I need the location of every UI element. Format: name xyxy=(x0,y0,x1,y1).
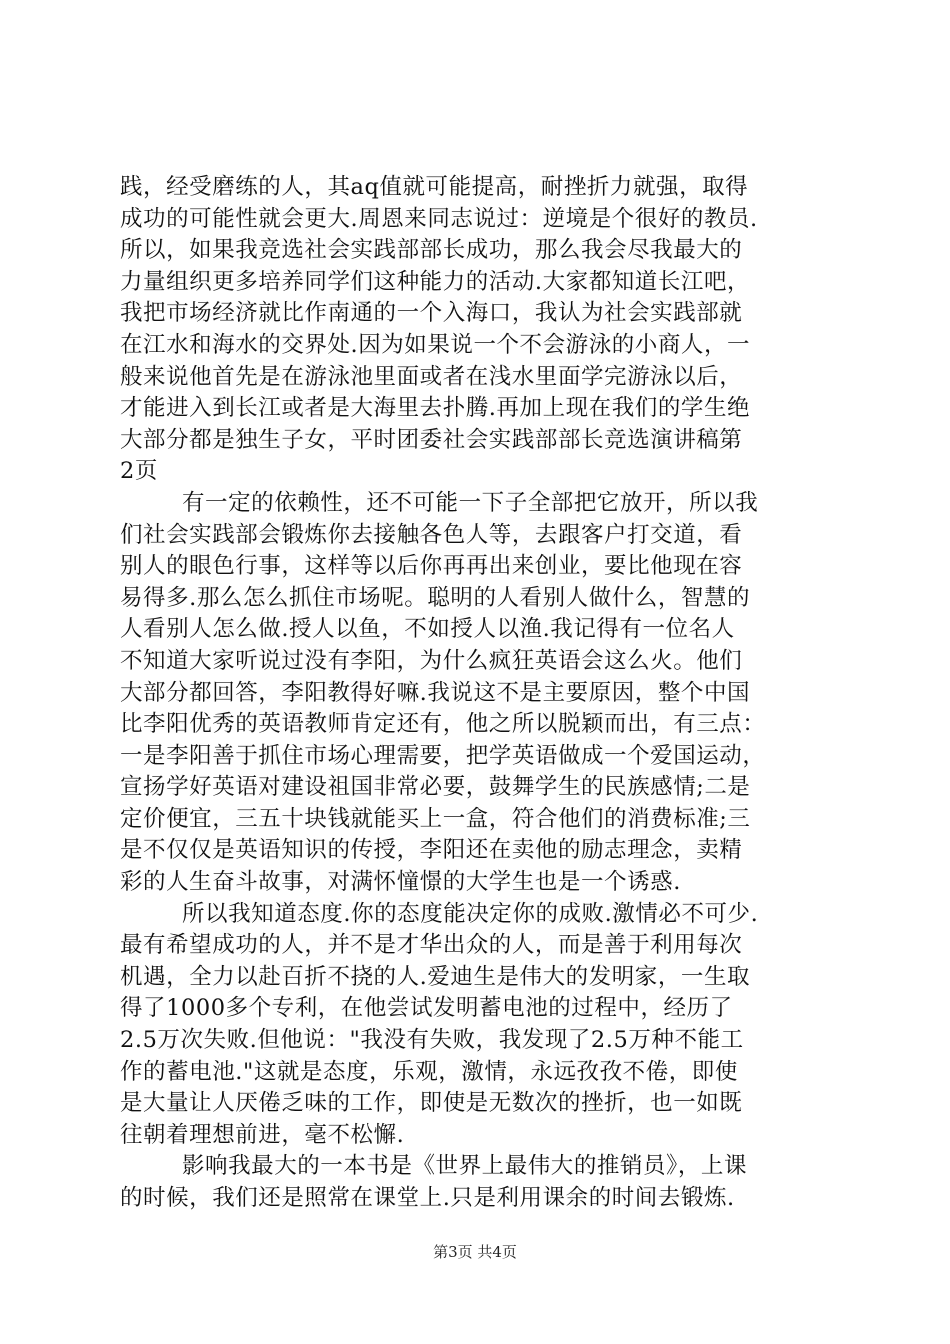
text-line: 宣扬学好英语对建设祖国非常必要，鼓舞学生的民族感情;二是 xyxy=(120,774,751,801)
text-line: 们社会实践部会锻炼你去接触各色人等，去跟客户打交道，看 xyxy=(120,521,743,548)
text-line: 大部分都回答，李阳教得好嘛.我说这不是主要原因，整个中国 xyxy=(120,679,751,706)
text-line: 得了1000多个专利，在他尝试发明蓄电池的过程中，经历了 xyxy=(120,995,733,1022)
text-line: 力量组织更多培养同学们这种能力的活动.大家都知道长江吧， xyxy=(120,268,751,295)
text-line: 影响我最大的一本书是《世界上最伟大的推销员》，上课 xyxy=(182,1153,748,1180)
text-line: 才能进入到长江或者是大海里去扑腾.再加上现在我们的学生绝 xyxy=(120,395,751,422)
text-line: 往朝着理想前进，毫不松懈. xyxy=(120,1121,405,1148)
text-line: 般来说他首先是在游泳池里面或者在浅水里面学完游泳以后， xyxy=(120,363,743,390)
text-line: 的时候，我们还是照常在课堂上.只是利用课余的时间去锻炼. xyxy=(120,1185,735,1211)
text-line: 大部分都是独生子女，平时团委社会实践部部长竞选演讲稿第 xyxy=(120,426,743,453)
document-body xyxy=(120,172,836,1215)
text-line: 2.5万次失败.但他说："我没有失败，我发现了2.5万种不能工 xyxy=(120,1027,744,1054)
text-line: 人看别人怎么做.授人以鱼，不如授人以渔.我记得有一位名人 xyxy=(120,616,735,643)
text-line: 不知道大家听说过没有李阳，为什么疯狂英语会这么火。他们 xyxy=(120,647,743,674)
page-footer: 第3页 共4页 xyxy=(433,1243,517,1261)
text-line: 最有希望成功的人，并不是才华出众的人，而是善于利用每次 xyxy=(120,932,743,959)
text-line: 定价便宜，三五十块钱就能买上一盒，符合他们的消费标准;三 xyxy=(120,805,751,832)
text-line: 是不仅仅是英语知识的传授，李阳还在卖他的励志理念，卖精 xyxy=(120,837,743,864)
text-line: 一是李阳善于抓住市场心理需要，把学英语做成一个爱国运动， xyxy=(120,742,766,769)
text-line: 别人的眼色行事，这样等以后你再再出来创业，要比他现在容 xyxy=(120,553,743,580)
text-line: 2页 xyxy=(120,458,158,485)
text-line: 易得多.那么怎么抓住市场呢。聪明的人看别人做什么，智慧的 xyxy=(120,584,751,611)
text-line: 所以我知道态度.你的态度能决定你的成败.激情必不可少. xyxy=(182,900,759,927)
text-line: 成功的可能性就会更大.周恩来同志说过：逆境是个很好的教员. xyxy=(120,205,758,232)
text-line: 我把市场经济就比作南通的一个入海口，我认为社会实践部就 xyxy=(120,300,743,327)
text-line: 践，经受磨练的人，其aq值就可能提高，耐挫折力就强，取得 xyxy=(120,174,749,200)
text-line: 比李阳优秀的英语教师肯定还有，他之所以脱颖而出，有三点： xyxy=(120,711,766,738)
text-line: 在江水和海水的交界处.因为如果说一个不会游泳的小商人，一 xyxy=(120,331,751,358)
text-line: 有一定的依赖性，还不可能一下子全部把它放开，所以我 xyxy=(182,489,759,516)
text-line: 彩的人生奋斗故事，对满怀憧憬的大学生也是一个诱惑. xyxy=(120,869,681,896)
text-line: 机遇，全力以赴百折不挠的人.爱迪生是伟大的发明家，一生取 xyxy=(120,963,751,990)
text-line: 所以，如果我竞选社会实践部部长成功，那么我会尽我最大的 xyxy=(120,237,743,264)
text-line: 作的蓄电池."这就是态度，乐观，激情，永远孜孜不倦，即使 xyxy=(120,1058,738,1085)
text-line: 是大量让人厌倦乏味的工作，即使是无数次的挫折，也一如既 xyxy=(120,1090,743,1117)
